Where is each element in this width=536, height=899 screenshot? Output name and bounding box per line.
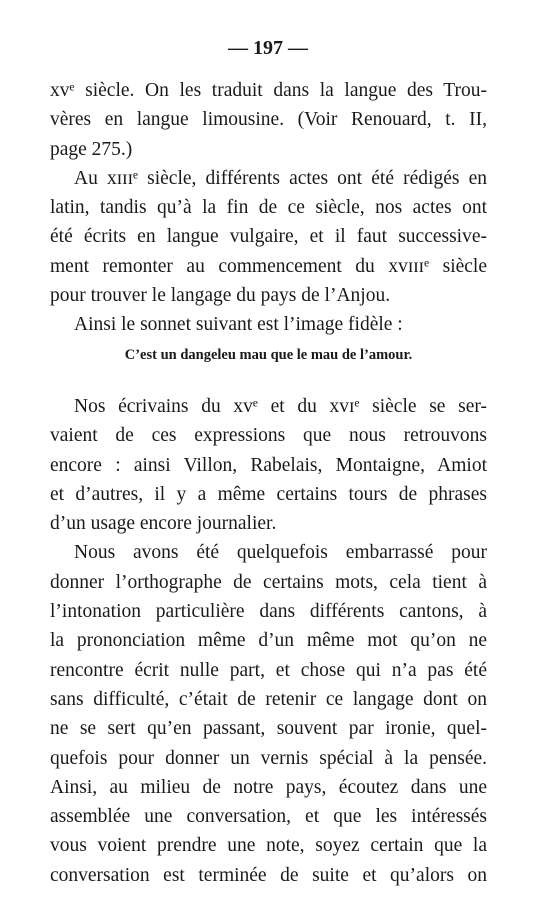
text-line: donner l’orthographe de certains mots, cela tient à bbox=[50, 571, 487, 593]
text-line: été écrits en langue vulgaire, et il faut successive- bbox=[50, 226, 487, 248]
text-block-bottom bbox=[50, 392, 487, 890]
text-line: conversation est terminée de suite et qu’alors on bbox=[50, 864, 487, 886]
text-line: vous voient prendre une note, soyez certain que la bbox=[50, 835, 487, 857]
text-line: encore : ainsi Villon, Rabelais, Montaigne, Amiot bbox=[50, 454, 487, 476]
text-line: assemblée une conversation, et que les intéressés bbox=[50, 806, 487, 828]
text-line: pour trouver le langage du pays de l’Anjou. bbox=[50, 285, 391, 307]
text-line: rencontre écrit nulle part, et chose qui n’a pas été bbox=[50, 659, 487, 681]
text-line: Ainsi le sonnet suivant est l’image fidèle : bbox=[74, 314, 403, 336]
text-line: latin, tandis qu’à la fin de ce siècle, nos actes ont bbox=[50, 197, 487, 219]
quoted-line: C’est un dangeleu mau que le mau de l’amour. bbox=[124, 347, 413, 363]
text-line: vères en langue limousine. (Voir Renouard, t. II, bbox=[50, 109, 487, 131]
text-line: ment remonter au commencement du xvɪɪɪᵉ siècle bbox=[50, 255, 487, 277]
text-line: la prononciation même d’un même mot qu’on ne bbox=[50, 630, 487, 652]
text-line: Ainsi, au milieu de notre pays, écoutez dans une bbox=[50, 776, 487, 798]
text-line: ne se sert qu’en passant, souvent par ironie, quel- bbox=[50, 718, 487, 740]
text-line: sans difficulté, c’était de retenir ce langage dont on bbox=[50, 688, 487, 710]
text-line: Nos écrivains du xvᵉ et du xvɪᵉ siècle se ser- bbox=[74, 396, 487, 417]
text-line: et d’autres, il y a même certains tours de phrases bbox=[50, 483, 487, 505]
text-block-top bbox=[50, 76, 487, 340]
page-number: — 197 — bbox=[228, 37, 308, 59]
text-line: Au xɪɪɪᵉ siècle, différents actes ont été rédigés en bbox=[74, 167, 487, 189]
text-line: Nous avons été quelquefois embarrassé pour bbox=[74, 542, 487, 564]
text-line: l’intonation particulière dans différents cantons, à bbox=[50, 601, 487, 623]
text-line: quefois pour donner un vernis spécial à la pensée. bbox=[50, 747, 487, 769]
text-line: page 275.) bbox=[50, 138, 133, 160]
text-line: d’un usage encore journalier. bbox=[50, 513, 277, 535]
text-line: vaient de ces expressions que nous retrouvons bbox=[50, 425, 487, 447]
text-line: xvᵉ siècle. On les traduit dans la langue des Trou- bbox=[50, 80, 487, 101]
